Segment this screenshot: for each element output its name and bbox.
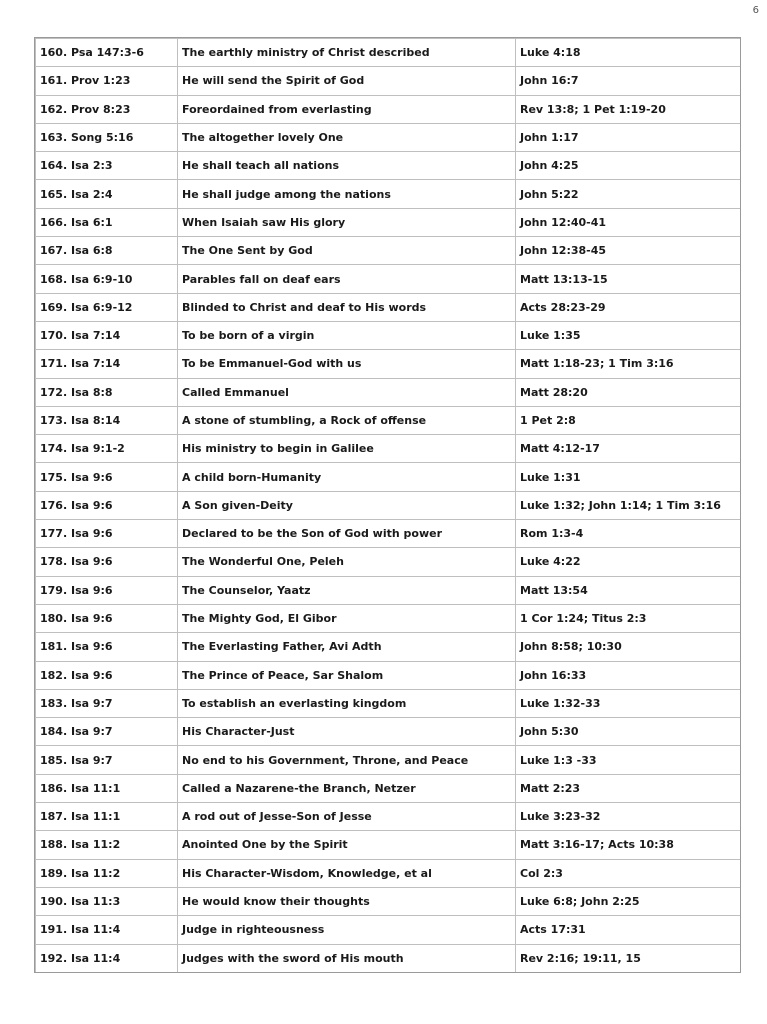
description-cell: He will send the Spirit of God — [178, 67, 516, 95]
prophecy-number-cell: 164. Isa 2:3 — [36, 152, 178, 180]
table-row — [36, 95, 741, 123]
fulfillment-reference-cell: Luke 3:23-32 — [516, 803, 741, 831]
table-row — [36, 604, 741, 632]
table-row — [36, 208, 741, 236]
prophecy-number-cell: 179. Isa 9:6 — [36, 576, 178, 604]
description-cell: The Counselor, Yaatz — [178, 576, 516, 604]
prophecy-table — [35, 38, 741, 973]
description-cell: When Isaiah saw His glory — [178, 208, 516, 236]
table-row — [36, 39, 741, 67]
table-row — [36, 718, 741, 746]
fulfillment-reference-cell: John 16:7 — [516, 67, 741, 95]
description-cell: To establish an everlasting kingdom — [178, 689, 516, 717]
fulfillment-reference-cell: Rom 1:3-4 — [516, 520, 741, 548]
prophecy-number-cell: 169. Isa 6:9-12 — [36, 293, 178, 321]
prophecy-number-cell: 189. Isa 11:2 — [36, 859, 178, 887]
fulfillment-reference-cell: Acts 17:31 — [516, 916, 741, 944]
prophecy-number-cell: 185. Isa 9:7 — [36, 746, 178, 774]
description-cell: Parables fall on deaf ears — [178, 265, 516, 293]
description-cell: A stone of stumbling, a Rock of offense — [178, 406, 516, 434]
fulfillment-reference-cell: 1 Cor 1:24; Titus 2:3 — [516, 604, 741, 632]
description-cell: The Mighty God, El Gibor — [178, 604, 516, 632]
table-row — [36, 406, 741, 434]
fulfillment-reference-cell: Matt 1:18-23; 1 Tim 3:16 — [516, 350, 741, 378]
fulfillment-reference-cell: Luke 1:3 -33 — [516, 746, 741, 774]
description-cell: No end to his Government, Throne, and Peace — [178, 746, 516, 774]
fulfillment-reference-cell: John 12:38-45 — [516, 237, 741, 265]
table-row — [36, 237, 741, 265]
description-cell: A child born-Humanity — [178, 463, 516, 491]
description-cell: Blinded to Christ and deaf to His words — [178, 293, 516, 321]
prophecy-number-cell: 188. Isa 11:2 — [36, 831, 178, 859]
table-row — [36, 435, 741, 463]
prophecy-number-cell: 172. Isa 8:8 — [36, 378, 178, 406]
table-row — [36, 321, 741, 349]
description-cell: The Prince of Peace, Sar Shalom — [178, 661, 516, 689]
table-row — [36, 689, 741, 717]
description-cell: The Wonderful One, Peleh — [178, 548, 516, 576]
fulfillment-reference-cell: Matt 28:20 — [516, 378, 741, 406]
fulfillment-reference-cell: Matt 4:12-17 — [516, 435, 741, 463]
prophecy-table-container — [35, 38, 740, 973]
prophecy-table-body — [36, 39, 741, 973]
fulfillment-reference-cell: John 12:40-41 — [516, 208, 741, 236]
description-cell: Called a Nazarene-the Branch, Netzer — [178, 774, 516, 802]
table-row — [36, 293, 741, 321]
prophecy-number-cell: 167. Isa 6:8 — [36, 237, 178, 265]
prophecy-number-cell: 181. Isa 9:6 — [36, 633, 178, 661]
table-row — [36, 633, 741, 661]
fulfillment-reference-cell: Acts 28:23-29 — [516, 293, 741, 321]
fulfillment-reference-cell: Luke 1:32; John 1:14; 1 Tim 3:16 — [516, 491, 741, 519]
table-row — [36, 548, 741, 576]
table-row — [36, 265, 741, 293]
table-row — [36, 378, 741, 406]
fulfillment-reference-cell: John 5:22 — [516, 180, 741, 208]
description-cell: Judges with the sword of His mouth — [178, 944, 516, 972]
description-cell: A Son given-Deity — [178, 491, 516, 519]
description-cell: He shall judge among the nations — [178, 180, 516, 208]
table-row — [36, 463, 741, 491]
description-cell: To be born of a virgin — [178, 321, 516, 349]
table-row — [36, 491, 741, 519]
prophecy-number-cell: 184. Isa 9:7 — [36, 718, 178, 746]
fulfillment-reference-cell: John 4:25 — [516, 152, 741, 180]
description-cell: His Character-Just — [178, 718, 516, 746]
prophecy-number-cell: 186. Isa 11:1 — [36, 774, 178, 802]
fulfillment-reference-cell: Matt 2:23 — [516, 774, 741, 802]
prophecy-number-cell: 182. Isa 9:6 — [36, 661, 178, 689]
description-cell: Called Emmanuel — [178, 378, 516, 406]
description-cell: His Character-Wisdom, Knowledge, et al — [178, 859, 516, 887]
fulfillment-reference-cell: Col 2:3 — [516, 859, 741, 887]
description-cell: His ministry to begin in Galilee — [178, 435, 516, 463]
prophecy-number-cell: 162. Prov 8:23 — [36, 95, 178, 123]
table-row — [36, 350, 741, 378]
description-cell: He would know their thoughts — [178, 887, 516, 915]
table-row — [36, 576, 741, 604]
fulfillment-reference-cell: Luke 1:35 — [516, 321, 741, 349]
description-cell: To be Emmanuel-God with us — [178, 350, 516, 378]
fulfillment-reference-cell: Luke 6:8; John 2:25 — [516, 887, 741, 915]
fulfillment-reference-cell: Luke 4:22 — [516, 548, 741, 576]
prophecy-number-cell: 173. Isa 8:14 — [36, 406, 178, 434]
table-row — [36, 887, 741, 915]
fulfillment-reference-cell: John 8:58; 10:30 — [516, 633, 741, 661]
prophecy-number-cell: 191. Isa 11:4 — [36, 916, 178, 944]
prophecy-number-cell: 178. Isa 9:6 — [36, 548, 178, 576]
fulfillment-reference-cell: John 5:30 — [516, 718, 741, 746]
prophecy-number-cell: 170. Isa 7:14 — [36, 321, 178, 349]
table-row — [36, 916, 741, 944]
prophecy-number-cell: 180. Isa 9:6 — [36, 604, 178, 632]
description-cell: He shall teach all nations — [178, 152, 516, 180]
fulfillment-reference-cell: Matt 13:54 — [516, 576, 741, 604]
description-cell: Judge in righteousness — [178, 916, 516, 944]
fulfillment-reference-cell: Luke 1:31 — [516, 463, 741, 491]
description-cell: The One Sent by God — [178, 237, 516, 265]
table-row — [36, 831, 741, 859]
prophecy-number-cell: 177. Isa 9:6 — [36, 520, 178, 548]
fulfillment-reference-cell: John 1:17 — [516, 123, 741, 151]
fulfillment-reference-cell: 1 Pet 2:8 — [516, 406, 741, 434]
description-cell: The Everlasting Father, Avi Adth — [178, 633, 516, 661]
table-row — [36, 746, 741, 774]
fulfillment-reference-cell: John 16:33 — [516, 661, 741, 689]
table-row — [36, 152, 741, 180]
table-row — [36, 661, 741, 689]
description-cell: The altogether lovely One — [178, 123, 516, 151]
prophecy-number-cell: 165. Isa 2:4 — [36, 180, 178, 208]
prophecy-number-cell: 166. Isa 6:1 — [36, 208, 178, 236]
fulfillment-reference-cell: Luke 4:18 — [516, 39, 741, 67]
prophecy-number-cell: 168. Isa 6:9-10 — [36, 265, 178, 293]
prophecy-number-cell: 187. Isa 11:1 — [36, 803, 178, 831]
prophecy-number-cell: 192. Isa 11:4 — [36, 944, 178, 972]
fulfillment-reference-cell: Luke 1:32-33 — [516, 689, 741, 717]
prophecy-number-cell: 161. Prov 1:23 — [36, 67, 178, 95]
page-number: 6 — [752, 5, 759, 16]
description-cell: A rod out of Jesse-Son of Jesse — [178, 803, 516, 831]
prophecy-number-cell: 183. Isa 9:7 — [36, 689, 178, 717]
description-cell: Foreordained from everlasting — [178, 95, 516, 123]
fulfillment-reference-cell: Matt 13:13-15 — [516, 265, 741, 293]
table-row — [36, 774, 741, 802]
table-row — [36, 803, 741, 831]
description-cell: Anointed One by the Spirit — [178, 831, 516, 859]
table-row — [36, 944, 741, 972]
description-cell: Declared to be the Son of God with power — [178, 520, 516, 548]
prophecy-number-cell: 163. Song 5:16 — [36, 123, 178, 151]
fulfillment-reference-cell: Matt 3:16-17; Acts 10:38 — [516, 831, 741, 859]
table-row — [36, 123, 741, 151]
fulfillment-reference-cell: Rev 13:8; 1 Pet 1:19-20 — [516, 95, 741, 123]
table-row — [36, 180, 741, 208]
prophecy-number-cell: 175. Isa 9:6 — [36, 463, 178, 491]
prophecy-number-cell: 190. Isa 11:3 — [36, 887, 178, 915]
table-row — [36, 520, 741, 548]
table-row — [36, 67, 741, 95]
fulfillment-reference-cell: Rev 2:16; 19:11, 15 — [516, 944, 741, 972]
prophecy-number-cell: 160. Psa 147:3-6 — [36, 39, 178, 67]
prophecy-number-cell: 171. Isa 7:14 — [36, 350, 178, 378]
table-row — [36, 859, 741, 887]
description-cell: The earthly ministry of Christ described — [178, 39, 516, 67]
prophecy-number-cell: 174. Isa 9:1-2 — [36, 435, 178, 463]
prophecy-number-cell: 176. Isa 9:6 — [36, 491, 178, 519]
